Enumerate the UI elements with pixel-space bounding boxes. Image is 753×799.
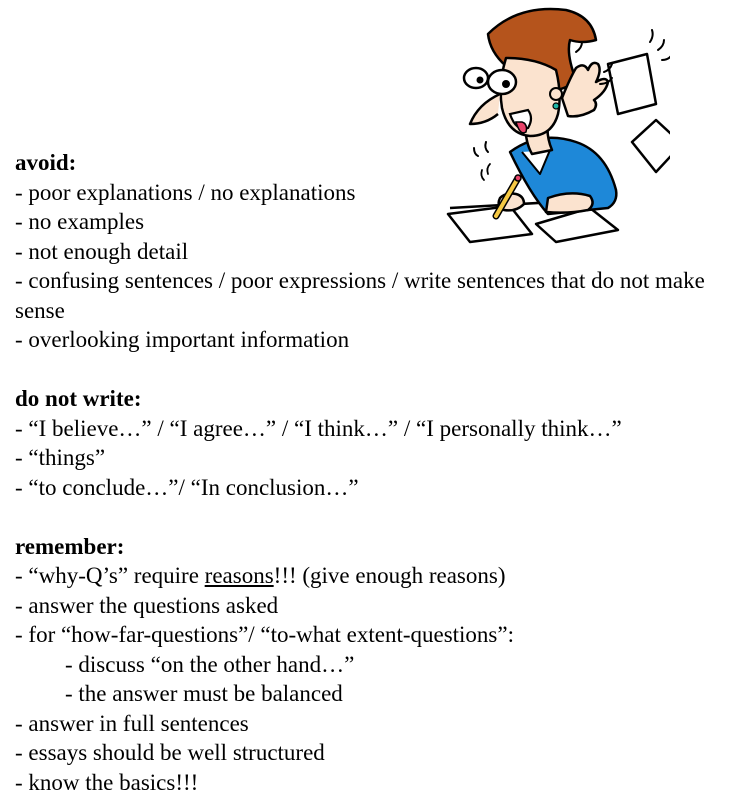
list-item-text: !!! (give enough reasons)	[273, 563, 506, 588]
list-item: - answer in full sentences	[15, 710, 249, 736]
do-not-write-heading: do not write:	[15, 386, 142, 411]
list-item: - “things”	[15, 445, 106, 470]
list-item: - essays should be well structured	[15, 740, 325, 765]
remember-heading: remember:	[15, 533, 125, 559]
sub-list-item: - the answer must be balanced	[65, 681, 343, 706]
flying-paper-icon	[608, 30, 670, 114]
list-item	[15, 561, 735, 591]
advice-text-block	[15, 148, 735, 797]
list-item: - poor explanations / no explanations	[15, 179, 356, 205]
avoid-heading: avoid:	[15, 150, 77, 175]
list-item-text: - “why-Q’s” require	[15, 563, 205, 588]
list-item: - no examples	[15, 209, 145, 234]
list-item: - know the basics!!!	[15, 769, 199, 795]
list-item: - for “how-far-questions”/ “to-what extent-questions”:	[15, 622, 514, 647]
section-spacer	[15, 502, 735, 532]
underlined-word: reasons	[204, 563, 274, 588]
list-item: - not enough detail	[15, 238, 189, 264]
sub-list-item: - discuss “on the other hand…”	[65, 651, 355, 677]
list-item: - overlooking important information	[15, 327, 350, 352]
list-item: - confusing sentences / poor expressions / write sentences that do not make sense	[15, 268, 705, 323]
section-spacer	[15, 355, 735, 385]
list-item: - “to conclude…”/ “In conclusion…”	[15, 474, 359, 500]
list-item: - “I believe…” / “I agree…” / “I think…” / “I personally think…”	[15, 415, 622, 441]
list-item: - answer the questions asked	[15, 592, 279, 618]
